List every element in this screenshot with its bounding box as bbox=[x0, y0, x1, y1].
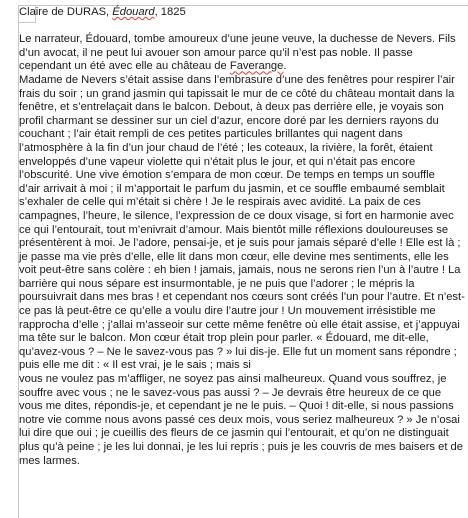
document-header-line bbox=[19, 6, 465, 20]
publication-year: , 1825 bbox=[154, 6, 186, 18]
excerpt-paragraph-2: d’air arrivait à moi ; il m’apportait le parfum du jasmin, et ce souffle embaumé semblait s’exhaler de celle qui m’était si chère ! Je le respirais avec avidité. La paix de ces campagnes, l’heure, le silence, l’expression de ce doux visage, si fort en harmonie avec ce qui l’entourait, tout m’enivrait d’amour. Mais bientôt mille réflexions douloureuses se présentèrent à moi. Je l’adore, pensai-je, et je suis pour jamais séparé d’elle ! Elle est là ; je passe ma vie près d’elle, elle lit dans mon cœur, elle devine mes sentiments, elle les voit peut-être sans colère : eh bien ! jamais, jamais, nous ne serons rien l’un à l’autre ! La barrière qui nous sépare est insurmontable, je ne puis que l’adorer ; le mépris la poursuivrait dans mes bras ! et cependant nos cœurs sont créés l’un pour l’autre. Et n’est-ce pas là peut-être ce qu’elle a voulu dire l’autre jour ! Un mouvement irrésistible me rapprocha d’elle ; j’allai m’asseoir sur cette même fenêtre où elle était assise, et j’appuyai ma tête sur le balcon. Mon cœur était trop plein pour parler. « Édouard, me dit-elle, qu’avez-vous ? – Ne le savez-vous pas ? » lui dis-je. Elle fut un moment sans répondre ; puis elle me dit : « Il est vrai, je le sais ; mais si bbox=[19, 182, 465, 372]
summary-text: Le narrateur, Édouard, tombe amoureux d’une jeune veuve, la duchesse de Nevers. Fils d’un avocat, il ne peut lui avouer son amour parce qu’il n’est pas noble. Il passe cependant un été avec elle au château de bbox=[19, 33, 456, 73]
excerpt-paragraph-3: vous ne voulez pas m’affliger, ne soyez pas ainsi malheureux. Quand vous souffrez, je souffre avec vous ; ne le savez-vous pas aussi ? – Je devrais être heureux de ce que vous me dites, répondis-je, et cependant je ne le puis. – Quoi ! dit-elle, si nous passions notre vie comme nous avons passé ces deux mois, vous seriez malheureux ? » Je n’osai lui dire que oui ; je cueillis des fleurs de ce jasmin qui l’entourait, et qu’on ne distinguait plus qu’à peine ; je les lui donnai, je les lui repris ; puis je les couvris de mes baisers et de mes larmes. bbox=[19, 373, 464, 467]
summary-end: . bbox=[283, 60, 287, 73]
summary-paragraph bbox=[19, 33, 465, 74]
author-name: Claire de DURAS, bbox=[19, 6, 110, 18]
place-name: Faverange bbox=[229, 60, 284, 73]
excerpt-paragraph-1: Madame de Nevers s’était assise dans l’embrasure d’une des fenêtres pour respirer l’air frais du soir ; un grand jasmin qui tapissait le mur de ce côté du château montait dans la fenêtre, et s’entrelaçait dans le balcon. Debout, à deux pas derrière elle, je voyais son profil charmant se dessiner sur un ciel d’azur, encore doré par les derniers rayons du couchant ; l’air était rempli de ces petites particules brillantes qui nagent dans l’atmosphère à la fin d’un jour chaud de l’été ; les coteaux, la rivière, la forêt, étaient enveloppés d’une vapeur violette qui n’était plus le jour, et qui n’était pas encore l’obscurité. Une vive émotion s’empara de mon cœur. De temps en temps un souffle bbox=[19, 73, 455, 182]
document-text-area[interactable] bbox=[19, 6, 465, 468]
blank-line bbox=[19, 20, 465, 34]
book-title: Édouard bbox=[112, 6, 155, 18]
